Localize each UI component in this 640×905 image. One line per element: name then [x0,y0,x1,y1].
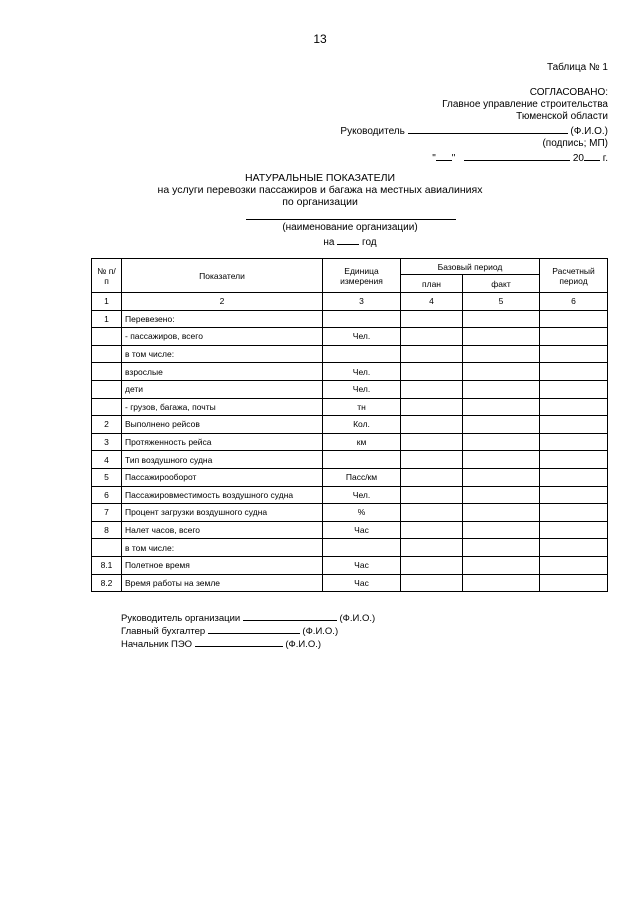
row-number [92,363,122,381]
table-header-row [92,259,608,275]
year-prefix: на [323,237,335,248]
row-calc-cell[interactable] [540,468,608,486]
row-plan-cell[interactable] [401,328,463,346]
approval-block [340,87,608,165]
column-number-cell: 6 [540,293,608,311]
row-number: 7 [92,504,122,522]
row-plan-cell[interactable] [401,521,463,539]
date-quote-open: " [432,153,436,164]
table-row [92,539,608,557]
row-number: 6 [92,486,122,504]
row-number: 1 [92,310,122,328]
year-blank [584,150,600,161]
row-fact-cell[interactable] [463,539,540,557]
column-numbers-row [92,293,608,311]
row-number: 8.1 [92,556,122,574]
column-number-cell: 1 [92,293,122,311]
year-suffix: год [362,237,377,248]
signature-label: Начальник ПЭО [121,639,193,650]
row-indicator: Пассажировместимость воздушного судна [122,486,323,504]
table-row [92,486,608,504]
row-indicator: Время работы на земле [122,574,323,592]
row-calc-cell[interactable] [540,310,608,328]
row-unit [323,310,401,328]
year-field-blank [337,234,359,245]
row-unit [323,451,401,469]
row-plan-cell[interactable] [401,556,463,574]
row-calc-cell[interactable] [540,380,608,398]
row-calc-cell[interactable] [540,416,608,434]
row-plan-cell[interactable] [401,433,463,451]
row-indicator: - пассажиров, всего [122,328,323,346]
row-unit: Пасс/км [323,468,401,486]
row-number: 8 [92,521,122,539]
signature-label: Руководитель организации [121,613,241,624]
signature-fio: (Ф.И.О.) [285,639,322,650]
row-indicator: Протяженность рейса [122,433,323,451]
row-indicator: Выполнено рейсов [122,416,323,434]
row-unit: Час [323,556,401,574]
header-unit: Единица измерения [323,259,401,293]
date-year-suffix: г. [602,153,608,164]
table-row [92,363,608,381]
row-number [92,539,122,557]
signature-label: Главный бухгалтер [121,626,206,637]
row-number [92,380,122,398]
row-calc-cell[interactable] [540,556,608,574]
row-fact-cell[interactable] [463,328,540,346]
row-plan-cell[interactable] [401,416,463,434]
approval-date-line [340,150,608,165]
approval-org-line1: Главное управление строительства [442,99,608,110]
signatures-block [121,611,375,650]
row-number: 3 [92,433,122,451]
row-plan-cell[interactable] [401,468,463,486]
row-plan-cell[interactable] [401,310,463,328]
row-calc-cell[interactable] [540,345,608,363]
table-row [92,433,608,451]
org-name-line [246,219,456,220]
header-fact: факт [463,275,540,293]
row-indicator: - грузов, багажа, почты [122,398,323,416]
row-indicator: Налет часов, всего [122,521,323,539]
row-fact-cell[interactable] [463,380,540,398]
row-plan-cell[interactable] [401,574,463,592]
row-fact-cell[interactable] [463,504,540,522]
table-row [92,574,608,592]
signature-line-accountant [121,624,375,637]
row-calc-cell[interactable] [540,521,608,539]
approval-fio: (Ф.И.О.) [570,126,608,137]
signature-blank [243,611,337,621]
row-calc-cell[interactable] [540,451,608,469]
signature-fio: (Ф.И.О.) [339,613,376,624]
row-fact-cell[interactable] [463,310,540,328]
column-number-cell: 3 [323,293,401,311]
row-indicator: в том числе: [122,345,323,363]
approval-head-label: Руководитель [340,126,405,137]
table-row [92,468,608,486]
row-fact-cell[interactable] [463,451,540,469]
row-calc-cell[interactable] [540,328,608,346]
approval-sign-caption: (подпись; МП) [542,138,608,149]
row-indicator: взрослые [122,363,323,381]
title-sub2: по организации [282,196,358,208]
document-title [0,172,640,208]
indicators-table [91,258,608,592]
title-sub1: на услуги перевозки пассажиров и багажа на местных авиалиниях [157,184,483,196]
row-fact-cell[interactable] [463,468,540,486]
row-calc-cell[interactable] [540,574,608,592]
row-calc-cell[interactable] [540,486,608,504]
signature-fio: (Ф.И.О.) [302,626,339,637]
row-unit [323,345,401,363]
approval-head-line [340,123,608,138]
row-calc-cell[interactable] [540,363,608,381]
row-unit: км [323,433,401,451]
row-plan-cell[interactable] [401,451,463,469]
row-unit: Чел. [323,486,401,504]
date-year-prefix: 20 [572,153,584,164]
day-blank [436,150,452,161]
row-plan-cell[interactable] [401,539,463,557]
row-unit: % [323,504,401,522]
approval-heading: СОГЛАСОВАНО: [529,87,608,98]
date-quote-close: " [451,153,456,164]
row-plan-cell[interactable] [401,345,463,363]
column-number-cell: 4 [401,293,463,311]
table-row [92,398,608,416]
table-row [92,416,608,434]
row-indicator: Процент загрузки воздушного судна [122,504,323,522]
table-row [92,556,608,574]
row-unit: тн [323,398,401,416]
table-row [92,328,608,346]
row-fact-cell[interactable] [463,574,540,592]
row-calc-cell[interactable] [540,504,608,522]
row-number [92,345,122,363]
approval-org-line2: Тюменской области [516,111,608,122]
row-number: 8.2 [92,574,122,592]
row-calc-cell[interactable] [540,433,608,451]
org-caption: (наименование организации) [282,222,418,233]
row-unit: Кол. [323,416,401,434]
row-number [92,328,122,346]
table-row [92,380,608,398]
row-fact-cell[interactable] [463,486,540,504]
row-number: 4 [92,451,122,469]
row-plan-cell[interactable] [401,486,463,504]
header-calc-period: Расчетный период [540,259,608,293]
row-indicator: Тип воздушного судна [122,451,323,469]
row-indicator: Полетное время [122,556,323,574]
page-number: 13 [313,32,327,46]
row-indicator: Пассажирооборот [122,468,323,486]
signature-line-head [121,611,375,624]
row-indicator: дети [122,380,323,398]
org-caption-block [0,222,640,249]
row-calc-cell[interactable] [540,398,608,416]
row-plan-cell[interactable] [401,398,463,416]
row-fact-cell[interactable] [463,556,540,574]
header-num: № п/п [92,259,122,293]
title-main: НАТУРАЛЬНЫЕ ПОКАЗАТЕЛИ [244,172,396,184]
row-unit [323,539,401,557]
row-indicator: в том числе: [122,539,323,557]
signature-line-peo [121,637,375,650]
row-indicator: Перевезено: [122,310,323,328]
signature-blank [408,123,568,134]
table-number: Таблица № 1 [546,62,608,73]
row-unit: Чел. [323,380,401,398]
month-blank [464,150,570,161]
row-unit: Час [323,574,401,592]
row-number: 2 [92,416,122,434]
column-number-cell: 2 [122,293,323,311]
table-row [92,521,608,539]
row-plan-cell[interactable] [401,363,463,381]
row-fact-cell[interactable] [463,345,540,363]
row-fact-cell[interactable] [463,433,540,451]
row-plan-cell[interactable] [401,504,463,522]
signature-blank [195,637,283,647]
row-unit: Чел. [323,363,401,381]
signature-blank [208,624,300,634]
row-plan-cell[interactable] [401,380,463,398]
table-row [92,451,608,469]
row-number [92,398,122,416]
row-fact-cell[interactable] [463,521,540,539]
row-unit: Час [323,521,401,539]
row-number: 5 [92,468,122,486]
table-row [92,504,608,522]
row-unit: Чел. [323,328,401,346]
header-base-period: Базовый период [401,259,540,275]
year-line [0,234,640,249]
header-plan: план [401,275,463,293]
header-indicators: Показатели [122,259,323,293]
row-fact-cell[interactable] [463,398,540,416]
row-fact-cell[interactable] [463,363,540,381]
row-fact-cell[interactable] [463,416,540,434]
row-calc-cell[interactable] [540,539,608,557]
column-number-cell: 5 [463,293,540,311]
table-row [92,345,608,363]
table-row [92,310,608,328]
